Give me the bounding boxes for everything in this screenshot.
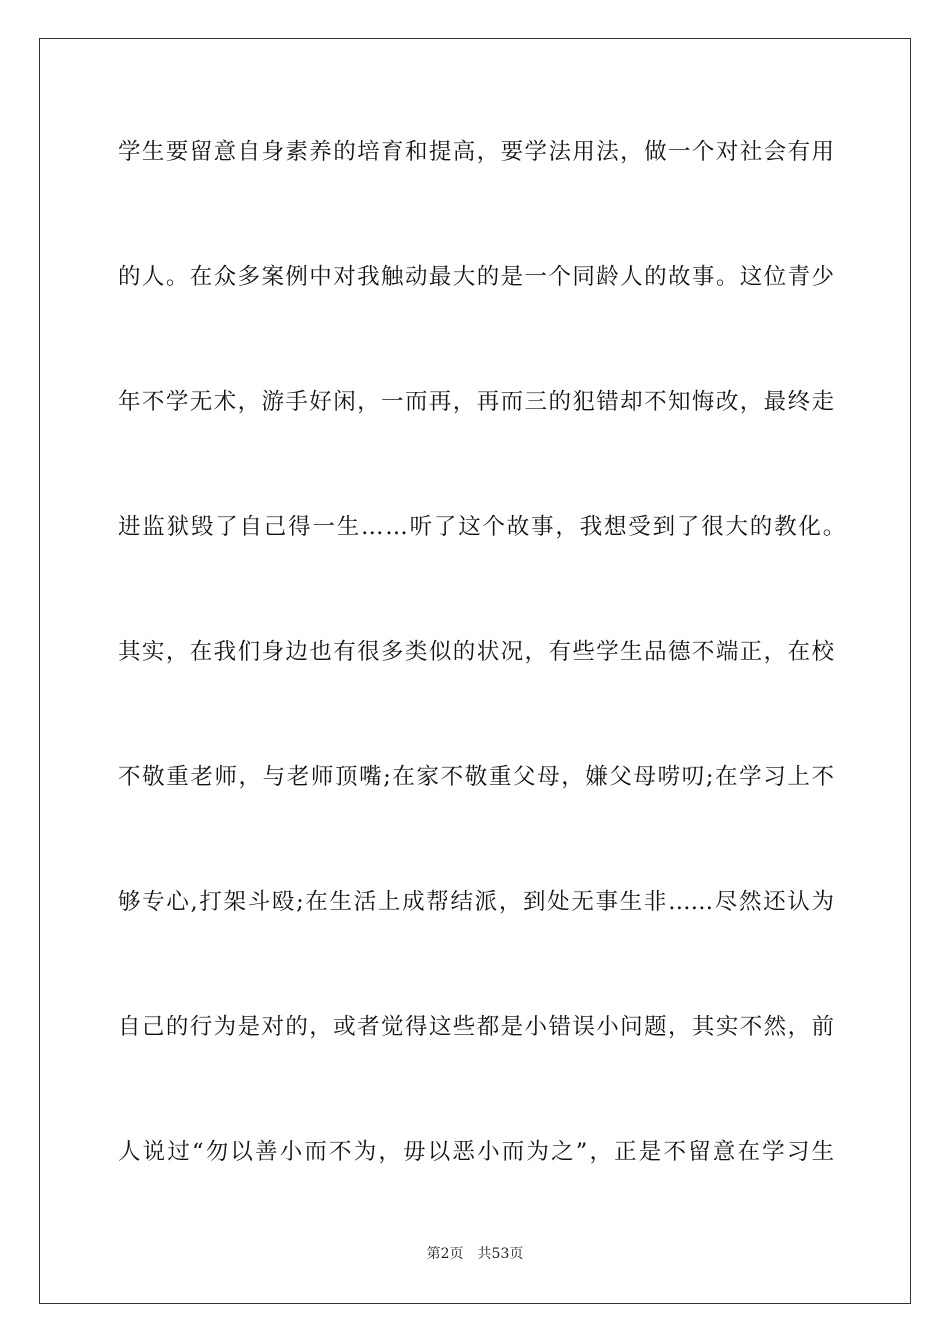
text-line-4: 进监狱毁了自己得一生……听了这个故事，我想受到了很大的教化。: [118, 514, 848, 540]
text-line-2: 的人。在众多案例中对我触动最大的是一个同龄人的故事。这位青少: [118, 264, 834, 290]
text-line-8: 自己的行为是对的，或者觉得这些都是小错误小问题，其实不然，前: [118, 1014, 834, 1040]
page-footer: [0, 1244, 950, 1264]
text-line-7: 够专心,打架斗殴;在生活上成帮结派，到处无事生非……尽然还认为: [118, 889, 834, 915]
text-line-9: 人说过“勿以善小而不为，毋以恶小而为之”，正是不留意在学习生: [118, 1139, 834, 1165]
page-number: 第2页: [426, 1246, 464, 1262]
text-line-6: 不敬重老师，与老师顶嘴;在家不敬重父母，嫌父母唠叨;在学习上不: [118, 764, 834, 790]
text-line-1: 学生要留意自身素养的培育和提高，要学法用法，做一个对社会有用: [118, 139, 834, 165]
text-line-5: 其实，在我们身边也有很多类似的状况，有些学生品德不端正，在校: [118, 639, 834, 665]
text-line-3: 年不学无术，游手好闲，一而再，再而三的犯错却不知悔改，最终走: [118, 389, 834, 415]
total-pages: 共53页: [477, 1246, 524, 1262]
